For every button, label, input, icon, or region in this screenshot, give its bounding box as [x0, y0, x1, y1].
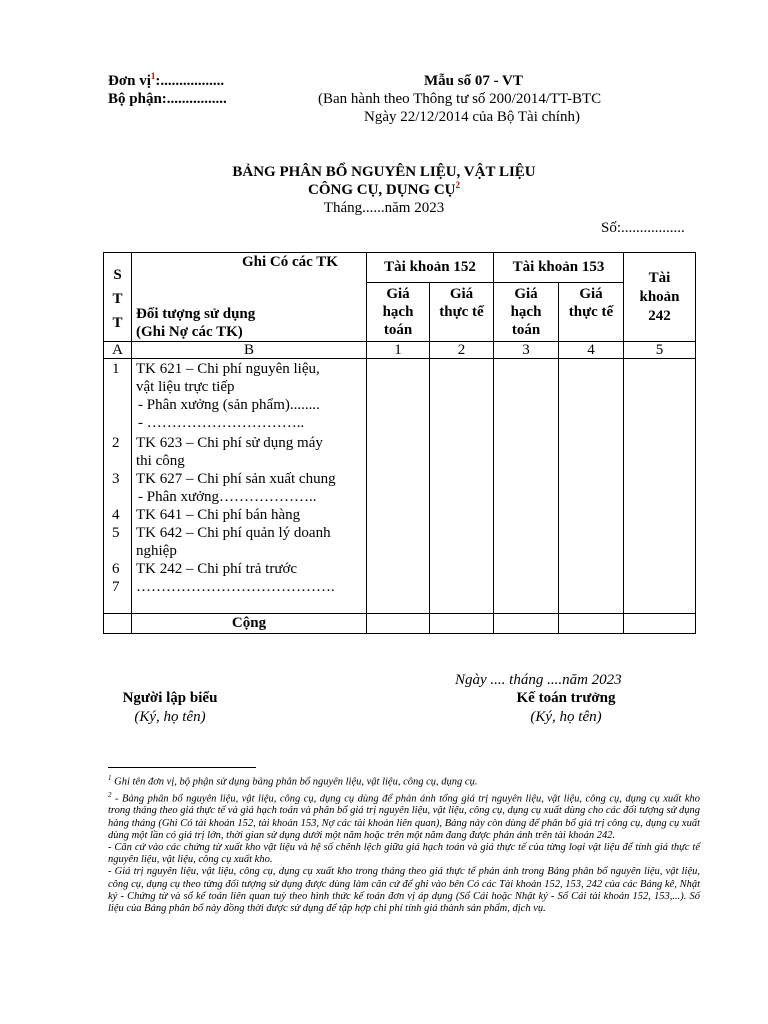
stt-number: 1 — [112, 361, 120, 377]
dept-dots: ................ — [166, 91, 227, 107]
total-cell[interactable] — [494, 614, 559, 634]
dept-line — [108, 90, 227, 108]
footnote-1 — [108, 772, 700, 789]
stt-number: 4 — [112, 507, 120, 523]
chief-accountant-title: Kế toán trưởng — [516, 690, 616, 706]
acc153-planned-header: Giá hạch toán — [494, 283, 559, 342]
object-line: TK 641 – Chi phí bán hàng — [136, 507, 301, 523]
code-cell: 3 — [494, 342, 559, 359]
object-header-line-1: Đối tượng sử dụng — [136, 306, 256, 322]
value-cell[interactable] — [367, 359, 430, 614]
stt-number: 3 — [112, 471, 120, 487]
stt-number: 7 — [112, 579, 120, 595]
acc152-actual-header: Giá thực tế — [430, 283, 494, 342]
code-cell: A — [104, 342, 132, 359]
stt-number: 5 — [112, 525, 120, 541]
value-cell[interactable] — [494, 359, 559, 614]
sign-date: Ngày .... tháng ....năm 2023 — [455, 672, 622, 688]
footnote-2 — [108, 789, 700, 842]
acc242-header: Tài khoản 242 — [624, 253, 696, 342]
acc152-planned-header: Giá hạch toán — [367, 283, 430, 342]
object-line: TK 621 – Chi phí nguyên liệu, — [136, 361, 320, 377]
footnotes — [108, 772, 700, 915]
acc153-actual-header: Giá thực tế — [559, 283, 624, 342]
footnote-3: - Căn cứ vào các chứng từ xuất kho vật liệu và hệ số chênh lệch giữa giá hạch toán và giá thực tế của từng loại vật liệu để tính giá thực tế nguyên liệu, vật liệu, công cụ xuất kho. — [108, 842, 700, 866]
unit-dots: :................. — [155, 73, 225, 89]
object-line: …………………………………. — [136, 579, 335, 595]
object-header-line-2: (Ghi Nợ các TK) — [136, 324, 243, 340]
stt-number: 6 — [112, 561, 120, 577]
total-cell[interactable] — [559, 614, 624, 634]
object-line: vật liệu trực tiếp — [136, 379, 235, 395]
total-row — [104, 614, 696, 634]
doc-number: Số:................. — [601, 220, 685, 236]
total-cell[interactable] — [367, 614, 430, 634]
issued-line-1: (Ban hành theo Thông tư số 200/2014/TT-BTC — [318, 91, 602, 107]
object-line: TK 642 – Chi phí quản lý doanh — [136, 525, 331, 541]
object-line: - Phân xưởng (sản phẩm)........ — [138, 397, 320, 413]
code-cell: 4 — [559, 342, 624, 359]
issued-line-2: Ngày 22/12/2014 của Bộ Tài chính) — [364, 109, 580, 125]
object-line: thi công — [136, 453, 185, 469]
code-cell: 5 — [624, 342, 696, 359]
object-line: - ………………………….. — [138, 415, 305, 431]
credit-header: Ghi Có các TK — [242, 254, 338, 270]
preparer-title: Người lập biểu — [122, 690, 218, 706]
footnote-2-ref: 2 — [108, 790, 112, 799]
footnote-2-text: - Bảng phân bổ nguyên liệu, vật liệu, công cụ, dụng cụ dùng để phản ánh tổng giá trị nguyên liệu, vật liệu, công cụ, dụng cụ xuất kho trong tháng theo giá thực tế và giá hạch toán và phân bổ giá trị nguyên liệu, vật liệu, công cụ, dụng cụ xuất dùng cho các đối tượng sử dụng hàng tháng (Ghi Có tài khoản 152, tài khoản 153, Nợ các tài khoản liên quan), Bảng này còn dùng để phân bổ giá trị công cụ, dụng cụ xuất dùng một lần có giá trị lớn, thời gian sử dụng dưới một năm hoặc trên một năm đang được phản ánh trên tài khoản 242. — [108, 793, 700, 841]
doc-title-text: CÔNG CỤ, DỤNG CỤ — [308, 182, 456, 198]
footnote-1-text: Ghi tên đơn vị, bộ phận sử dụng bảng phân bổ nguyên liệu, vật liệu, công cụ, dụng cụ. — [114, 776, 478, 788]
period-line: Tháng......năm 2023 — [323, 200, 445, 216]
stt-column — [104, 359, 132, 614]
code-cell: B — [132, 342, 367, 359]
total-cell[interactable] — [430, 614, 494, 634]
chief-accountant-note: (Ký, họ tên) — [530, 709, 602, 725]
allocation-table — [103, 252, 696, 634]
value-cell[interactable] — [430, 359, 494, 614]
code-row — [104, 342, 696, 359]
object-line: TK 627 – Chi phí sản xuất chung — [136, 471, 336, 487]
acc153-header: Tài khoản 153 — [494, 253, 624, 283]
total-stt-cell — [104, 614, 132, 634]
code-cell: 2 — [430, 342, 494, 359]
stt-number: 2 — [112, 435, 120, 451]
object-line: TK 623 – Chi phí sử dụng máy — [136, 435, 323, 451]
preparer-note: (Ký, họ tên) — [134, 709, 206, 725]
doc-title-line-1: BẢNG PHÂN BỔ NGUYÊN LIỆU, VẬT LIỆU — [232, 164, 536, 180]
form-number: Mẫu số 07 - VT — [424, 73, 523, 89]
object-line: TK 242 – Chi phí trả trước — [136, 561, 298, 577]
body-row — [104, 359, 696, 614]
unit-label: Đơn vị — [108, 73, 151, 89]
footnote-ref-1: 1 — [150, 71, 156, 81]
value-cell[interactable] — [624, 359, 696, 614]
code-cell: 1 — [367, 342, 430, 359]
object-line: - Phân xưởng……………….. — [138, 489, 317, 505]
doc-title-line-2 — [0, 181, 768, 199]
object-header — [132, 253, 367, 342]
total-label: Cộng — [132, 614, 367, 634]
stt-header-text: S T T — [112, 267, 123, 331]
unit-line — [108, 72, 224, 90]
footnote-separator — [108, 767, 256, 768]
stt-header — [104, 253, 132, 342]
object-column — [132, 359, 367, 614]
acc152-header: Tài khoản 152 — [367, 253, 494, 283]
total-cell[interactable] — [624, 614, 696, 634]
value-cell[interactable] — [559, 359, 624, 614]
dept-label: Bộ phận: — [108, 91, 167, 107]
footnote-ref-2: 2 — [455, 180, 460, 190]
footnote-4: - Giá trị nguyên liệu, vật liệu, công cụ, dụng cụ xuất kho trong tháng theo giá thực tế phản ánh trong Bảng phân bổ nguyên liệu, vật liệu, công cụ, dụng cụ theo từng đối tượng sử dụng được dùng làm căn cứ để ghi vào bên Có các Tài khoản 152, 153, 242 của các Bảng kê, Nhật ký - Chứng từ và sổ kế toán liên quan tuỳ theo hình thức kế toán đơn vị áp dụng (Sổ Cái hoặc Nhật ký - Sổ Cái tài khoản 152, 153,...). Số liệu của Bảng phân bổ này đồng thời được sử dụng để tập hợp chi phí tính giá thành sản phẩm, dịch vụ. — [108, 866, 700, 915]
object-line: nghiệp — [136, 543, 177, 559]
footnote-1-ref: 1 — [108, 774, 112, 782]
